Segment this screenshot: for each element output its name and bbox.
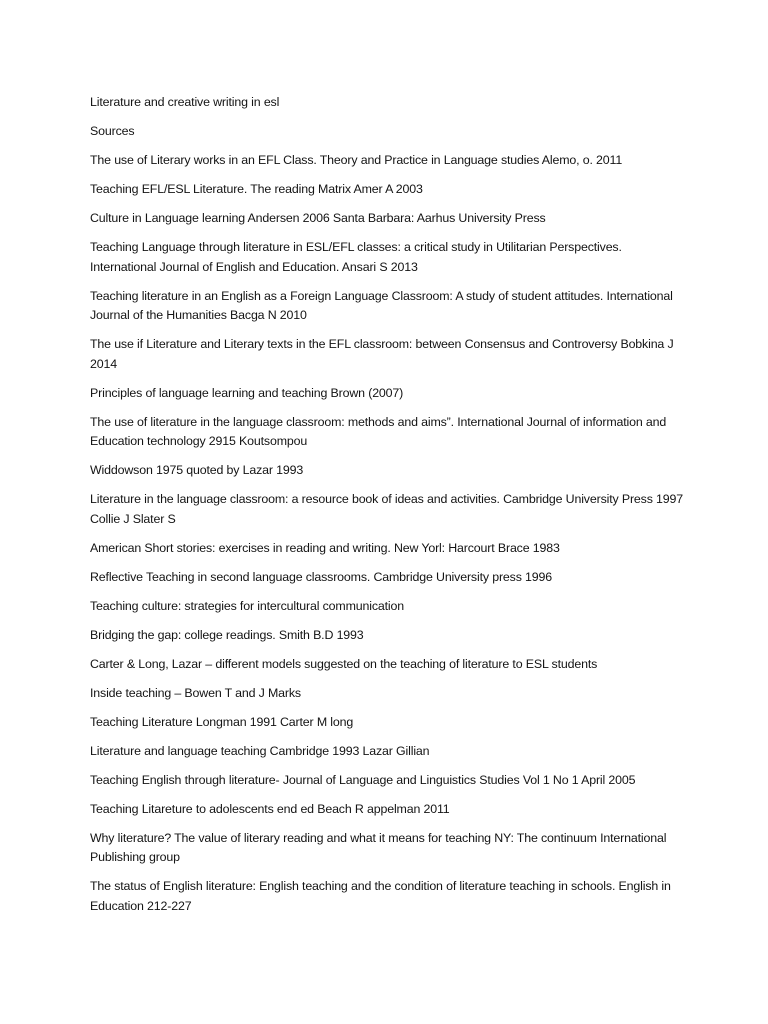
reference-entry: Teaching literature in an English as a Foreign Language Classroom: A study of student attitudes. International Journal of the Humanities Bacga N 2010 (90, 288, 673, 322)
reference-entry: Why literature? The value of literary reading and what it means for teaching NY: The continuum International Publishing group (90, 830, 667, 864)
reference-entry: Teaching Literature Longman 1991 Carter M long (90, 714, 354, 729)
reference-entry: Literature in the language classroom: a resource book of ideas and activities. Cambridge University Press 1997 Collie J Slater S (90, 492, 684, 526)
sources-heading: Sources (90, 124, 135, 138)
reference-entry: American Short stories: exercises in reading and writing. New Yorl: Harcourt Brace 1983 (90, 540, 560, 555)
reference-entry: Teaching English through literature- Journal of Language and Linguistics Studies Vol 1 No 1 April 2005 (90, 772, 636, 787)
reference-entry: Reflective Teaching in second language classrooms. Cambridge University press 1996 (90, 569, 553, 584)
reference-entry: Carter & Long, Lazar – different models suggested on the teaching of literature to ESL students (90, 656, 598, 671)
reference-entry: Widdowson 1975 quoted by Lazar 1993 (90, 463, 304, 477)
reference-entry: The status of English literature: English teaching and the condition of literature teaching in schools. English in Education 212-227 (90, 879, 671, 913)
reference-entry: Teaching EFL/ESL Literature. The reading Matrix Amer A 2003 (90, 182, 423, 196)
reference-entry: The use of Literary works in an EFL Class. Theory and Practice in Language studies Alemo, o. 2011 (90, 153, 623, 167)
document-title: Literature and creative writing in esl (90, 95, 280, 109)
reference-entry: Bridging the gap: college readings. Smith B.D 1993 (90, 627, 364, 642)
reference-entry: Teaching culture: strategies for intercultural communication (90, 598, 404, 613)
reference-entry: Culture in Language learning Andersen 2006 Santa Barbara: Aarhus University Press (90, 211, 546, 225)
reference-entry: Principles of language learning and teaching Brown (2007) (90, 385, 404, 400)
reference-entry: Literature and language teaching Cambridge 1993 Lazar Gillian (90, 743, 430, 758)
reference-entry: The use if Literature and Literary texts in the EFL classroom: between Consensus and Controversy Bobkina J 2014 (90, 337, 674, 371)
reference-entry: The use of literature in the language classroom: methods and aims”. International Journal of information and Education technology 2915 Koutsompou (90, 414, 667, 448)
reference-entry: Teaching Language through literature in ESL/EFL classes: a critical study in Utilitarian Perspectives. International Journal of English and Education. Ansari S 2013 (90, 240, 622, 274)
document-content (90, 93, 690, 926)
reference-entry: Teaching Litareture to adolescents end ed Beach R appelman 2011 (90, 801, 450, 816)
reference-entry: Inside teaching – Bowen T and J Marks (90, 685, 301, 700)
